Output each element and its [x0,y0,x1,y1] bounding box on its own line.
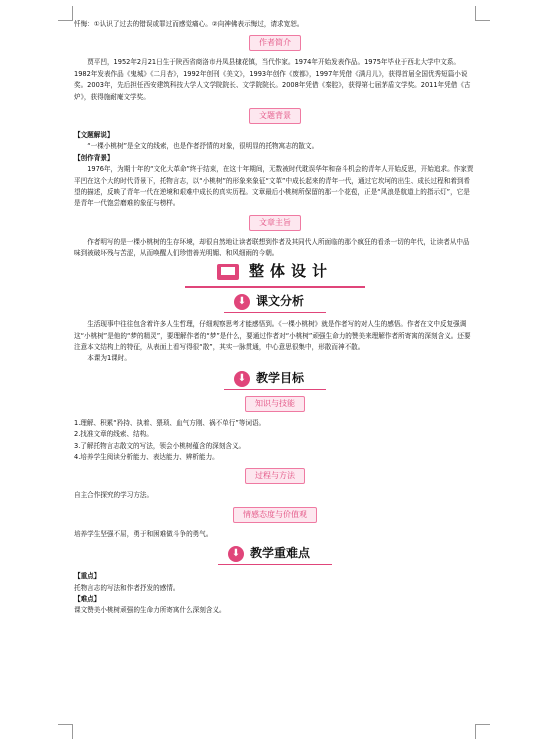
overall-design-title: 整体设计 [248,261,333,280]
title-explain-label: 【文题解说】 [74,131,114,140]
tag-theme: 文章主旨 [249,215,301,231]
lesson-count: 本课为1课时。 [87,354,131,363]
tag-process-methods: 过程与方法 [245,468,305,484]
tag-emotion-values: 情感态度与价值观 [233,507,317,523]
tag-knowledge-skills: 知识与技能 [245,396,305,412]
document-content [74,19,476,617]
crop-mark-top-left [58,6,73,21]
crop-mark-bottom-left [58,724,73,739]
key-text: 托物言志的写法和作者抒发的感情。 [74,583,180,592]
text-analysis-title: 课文分析 [255,294,304,309]
goal-item-4: 4.培养学生阅读分析能力、表达能力、辨析能力。 [74,452,219,461]
key-points-heading [74,546,476,565]
emotion-text: 培养学生坚强不屈，勇于和困难做斗争的勇气。 [74,529,213,538]
goal-item-1: 1.理解、积累“矜持、执着、猥琐、血气方刚、祸不单行”等词语。 [74,418,266,427]
theme-paragraph: 作者明写的是一棵小桃树的生存环境，却很自然地让读者联想到作者及其同代人所面临的那个疯狂的看杀一切的年代，让读者从中品味到被破坏残与苦涩，从而唤醒人们珍惜善光明媚、和风细雨的今朝。 [74,237,470,258]
crop-mark-top-right [475,6,490,21]
tag-background: 文题背景 [249,108,301,124]
key-points-title: 教学重难点 [249,546,310,561]
difficult-label: 【难点】 [74,594,101,603]
creation-label: 【创作背景】 [74,153,114,162]
creation-text: 1976年，为期十年的“文化大革命”终于结束，在这十年期间，无数被时代耽误华年和奋斗机会的青年人开始反思，开始追求。作家贾平凹在这个大的时代背景下，托物言志，以“小桃树”的形象来象征“文革”中成长起来的青年一代，通过它坎坷的出生、成长过程和着到希望的描述，反映了青年一代在逆境和艰难中成长的真实历程。文章最后小桃树所保留的那一个花苞，正是“风浪是航道上的指示灯”，它是是青年一代饱尝磨难的象征与榜样。 [74,165,474,208]
arrow-down-icon: ⬇ [234,294,250,310]
monitor-icon [217,264,239,280]
key-label: 【重点】 [74,572,101,581]
overall-design-heading [74,261,476,288]
crop-mark-bottom-right [475,724,490,739]
tag-author-intro: 作者简介 [249,35,301,51]
title-explain-text: “一棵小桃树”是全文的线索，也是作者抒情的对象，很明显的托物寓志的散文。 [87,142,319,151]
arrow-down-icon: ⬇ [228,546,244,562]
author-paragraph: 贾平凹，1952年2月21日生于陕西省商洛市丹凤县棣花镇，当代作家。1974年开始发表作品。1975年毕业于西北大学中文系。1982年发表作品《鬼城》《二月杏》，1992年创刊《美文》，1993年创作《废都》，1997年凭借《满月儿》，获得首届全国优秀短篇小说奖。2003年，先后担任西安建筑科技大学人文学院院长、文学院院长。2008年凭借《秦腔》，获得第七届茅盾文学奖。2011年凭借《古炉》，获得施耐庵文学奖。 [74,58,471,101]
goal-item-2: 2.找准文章的线索、结构。 [74,430,153,439]
overall-design-underline [185,286,365,288]
analysis-paragraph: 生活现事中往往包含着许多人生哲理，仔细观察思考才能感悟到。《一棵小桃树》就是作者写的对人生的感悟。作者在文中反复强调这“小桃树”是他的“梦的精灵”，要理解作者的“梦”是什么，要通过作者对“小桃树”顽强生命力的赞美来理解作者所寄寓的深刻含义。还要注意本文结构上的特征，从表面上看写得很“散”，其实一脉贯通，中心意思很集中，形散而神不散。 [74,320,471,351]
arrow-down-icon: ⬇ [234,371,250,387]
difficult-text: 课文赞美小桃树顽强的生命力所寄寓什么深刻含义。 [74,606,226,615]
opening-line: 忏悔：①认识了过去的错误或罪过而感觉痛心。②向神佛表示悔过，请求宽恕。 [74,20,304,28]
goal-item-3: 3.了解托物言志散文的写法，领会小桃树蕴含的深刻含义。 [74,441,246,450]
process-text: 自主合作探究的学习方法。 [74,491,154,500]
teaching-goals-title: 教学目标 [255,371,304,386]
text-analysis-heading [74,294,476,313]
teaching-goals-heading [74,371,476,390]
